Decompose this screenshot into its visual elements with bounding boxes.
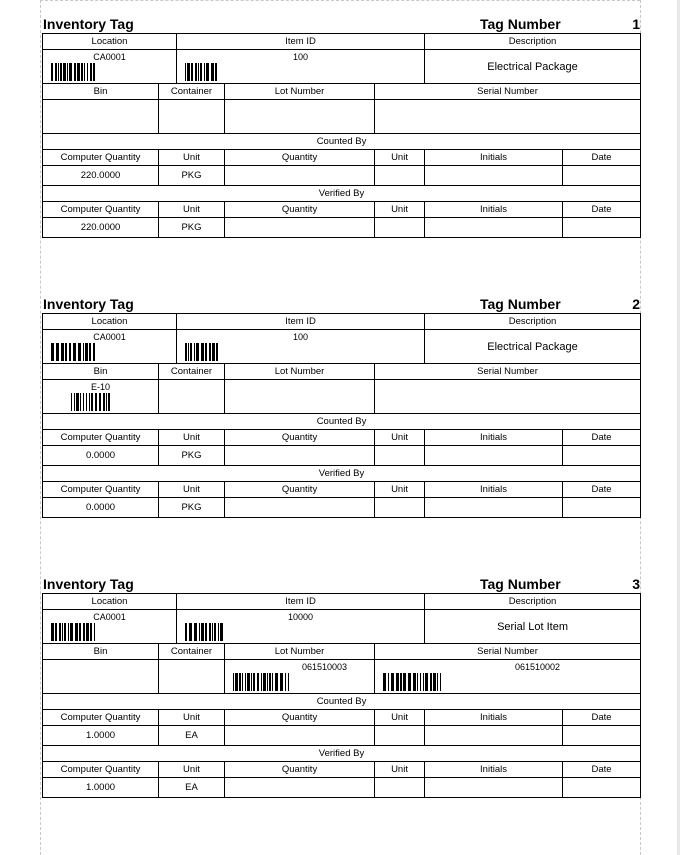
tag-table (42, 33, 641, 238)
location-value: CA0001 (93, 52, 126, 62)
serial-number-cell (375, 380, 641, 414)
serial-number-cell (375, 660, 641, 694)
description-value: Electrical Package (425, 330, 641, 364)
description-value: Electrical Package (425, 50, 641, 84)
bin-cell (43, 660, 159, 694)
unit-entry (375, 498, 425, 518)
tag-header (42, 7, 640, 33)
initials-header: Initials (425, 430, 563, 446)
serial-number-header: Serial Number (375, 644, 641, 660)
date-header: Date (563, 202, 641, 218)
serial-number-header: Serial Number (375, 364, 641, 380)
computer-quantity-header: Computer Quantity (43, 150, 159, 166)
page-guide-top (40, 0, 640, 1)
lot-number-header: Lot Number (225, 84, 375, 100)
item-id-cell (177, 330, 425, 364)
verified-by-header: Verified By (43, 466, 641, 482)
computer-quantity-value: 1.0000 (43, 726, 159, 746)
lot-number-cell (225, 380, 375, 414)
initials-entry (425, 446, 563, 466)
container-cell (159, 660, 225, 694)
location-cell (43, 330, 177, 364)
barcode-icon (51, 63, 95, 81)
location-cell (43, 50, 177, 84)
unit-header: Unit (375, 430, 425, 446)
bin-header: Bin (43, 364, 159, 380)
date-header: Date (563, 762, 641, 778)
tag-number-value: 2 (632, 296, 640, 312)
date-header: Date (563, 430, 641, 446)
container-header: Container (159, 364, 225, 380)
inventory-tag-3 (42, 567, 640, 827)
unit-header: Unit (159, 202, 225, 218)
page-guide-left (40, 0, 41, 855)
description-header: Description (425, 594, 641, 610)
tag-header (42, 287, 640, 313)
date-entry (563, 778, 641, 798)
item-id-value: 100 (293, 52, 309, 62)
unit-value: PKG (159, 218, 225, 238)
quantity-header: Quantity (225, 710, 375, 726)
quantity-entry (225, 166, 375, 186)
computer-quantity-value: 1.0000 (43, 778, 159, 798)
unit-header: Unit (159, 482, 225, 498)
quantity-header: Quantity (225, 430, 375, 446)
computer-quantity-header: Computer Quantity (43, 482, 159, 498)
unit-value: EA (159, 778, 225, 798)
quantity-entry (225, 498, 375, 518)
initials-entry (425, 726, 563, 746)
quantity-header: Quantity (225, 202, 375, 218)
tag-header (42, 567, 640, 593)
unit-value: PKG (159, 446, 225, 466)
inventory-tag-1 (42, 7, 640, 267)
computer-quantity-header: Computer Quantity (43, 430, 159, 446)
item-id-header: Item ID (177, 594, 425, 610)
location-value: CA0001 (93, 612, 126, 622)
initials-header: Initials (425, 762, 563, 778)
date-entry (563, 166, 641, 186)
date-header: Date (563, 710, 641, 726)
location-cell (43, 610, 177, 644)
lot-number-header: Lot Number (225, 644, 375, 660)
date-entry (563, 726, 641, 746)
location-header: Location (43, 594, 177, 610)
unit-entry (375, 726, 425, 746)
tag-number-label: Tag Number (480, 16, 561, 32)
description-header: Description (425, 34, 641, 50)
barcode-icon (233, 673, 289, 691)
unit-header: Unit (375, 482, 425, 498)
barcode-icon (383, 673, 441, 691)
bin-value: E-10 (90, 382, 110, 392)
tag-number-label: Tag Number (480, 576, 561, 592)
verified-by-header: Verified By (43, 186, 641, 202)
barcode-icon (185, 343, 219, 361)
tag-title: Inventory Tag (43, 576, 134, 592)
computer-quantity-value: 220.0000 (43, 218, 159, 238)
unit-value: PKG (159, 498, 225, 518)
unit-header: Unit (375, 710, 425, 726)
container-cell (159, 380, 225, 414)
computer-quantity-header: Computer Quantity (43, 202, 159, 218)
quantity-header: Quantity (225, 482, 375, 498)
bin-header: Bin (43, 644, 159, 660)
lot-number-header: Lot Number (225, 364, 375, 380)
tag-title: Inventory Tag (43, 296, 134, 312)
counted-by-header: Counted By (43, 694, 641, 710)
serial-number-cell (375, 100, 641, 134)
unit-header: Unit (159, 762, 225, 778)
location-value: CA0001 (93, 332, 126, 342)
tag-table (42, 593, 641, 798)
inventory-tag-2 (42, 287, 640, 547)
unit-entry (375, 218, 425, 238)
initials-header: Initials (425, 710, 563, 726)
counted-by-header: Counted By (43, 134, 641, 150)
verified-by-header: Verified By (43, 746, 641, 762)
date-header: Date (563, 482, 641, 498)
location-header: Location (43, 314, 177, 330)
tag-number-value: 1 (632, 16, 640, 32)
item-id-value: 100 (293, 332, 309, 342)
quantity-entry (225, 218, 375, 238)
item-id-cell (177, 610, 425, 644)
date-entry (563, 446, 641, 466)
serial-number-header: Serial Number (375, 84, 641, 100)
barcode-icon (51, 343, 95, 361)
location-header: Location (43, 34, 177, 50)
initials-header: Initials (425, 150, 563, 166)
lot-number-cell (225, 100, 375, 134)
lot-number-cell (225, 660, 375, 694)
unit-value: EA (159, 726, 225, 746)
computer-quantity-value: 220.0000 (43, 166, 159, 186)
tag-number-label: Tag Number (480, 296, 561, 312)
barcode-icon (51, 623, 95, 641)
initials-header: Initials (425, 482, 563, 498)
page-margin (0, 0, 40, 855)
container-header: Container (159, 644, 225, 660)
container-header: Container (159, 84, 225, 100)
bin-header: Bin (43, 84, 159, 100)
tag-table (42, 313, 641, 518)
item-id-value: 10000 (288, 612, 314, 622)
unit-header: Unit (375, 150, 425, 166)
container-cell (159, 100, 225, 134)
unit-header: Unit (159, 710, 225, 726)
tag-number-value: 3 (632, 576, 640, 592)
unit-header: Unit (375, 202, 425, 218)
computer-quantity-header: Computer Quantity (43, 762, 159, 778)
quantity-entry (225, 778, 375, 798)
computer-quantity-value: 0.0000 (43, 446, 159, 466)
description-value: Serial Lot Item (425, 610, 641, 644)
description-header: Description (425, 314, 641, 330)
bin-cell (43, 100, 159, 134)
unit-entry (375, 446, 425, 466)
quantity-header: Quantity (225, 762, 375, 778)
initials-header: Initials (425, 202, 563, 218)
barcode-icon (185, 623, 225, 641)
quantity-entry (225, 726, 375, 746)
unit-header: Unit (375, 762, 425, 778)
date-entry (563, 498, 641, 518)
bin-cell (43, 380, 159, 414)
unit-header: Unit (159, 150, 225, 166)
initials-entry (425, 778, 563, 798)
item-id-header: Item ID (177, 314, 425, 330)
item-id-header: Item ID (177, 34, 425, 50)
quantity-header: Quantity (225, 150, 375, 166)
tag-title: Inventory Tag (43, 16, 134, 32)
computer-quantity-header: Computer Quantity (43, 710, 159, 726)
barcode-icon (71, 393, 111, 411)
unit-header: Unit (159, 430, 225, 446)
initials-entry (425, 218, 563, 238)
initials-entry (425, 498, 563, 518)
lot-number-value: 061510003 (301, 662, 348, 672)
quantity-entry (225, 446, 375, 466)
barcode-icon (185, 63, 219, 81)
unit-entry (375, 166, 425, 186)
unit-value: PKG (159, 166, 225, 186)
unit-entry (375, 778, 425, 798)
date-header: Date (563, 150, 641, 166)
computer-quantity-value: 0.0000 (43, 498, 159, 518)
initials-entry (425, 166, 563, 186)
counted-by-header: Counted By (43, 414, 641, 430)
item-id-cell (177, 50, 425, 84)
serial-number-value: 061510002 (514, 662, 561, 672)
date-entry (563, 218, 641, 238)
